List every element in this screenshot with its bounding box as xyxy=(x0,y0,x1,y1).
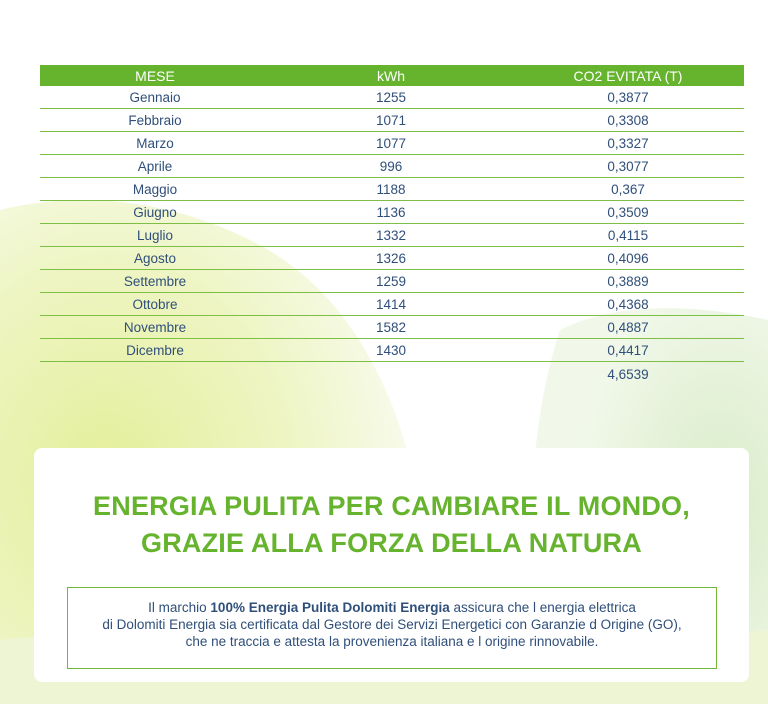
co2-cell: 0,3509 xyxy=(607,204,649,220)
note-prefix: Il marchio xyxy=(148,600,211,615)
certification-note xyxy=(67,587,717,669)
header-kwh: kWh xyxy=(377,67,405,84)
table-row xyxy=(40,86,744,109)
month-cell: Settembre xyxy=(123,273,187,289)
table-row xyxy=(40,339,744,362)
kwh-cell: 1430 xyxy=(375,342,407,358)
table-row xyxy=(40,132,744,155)
co2-cell: 0,3327 xyxy=(607,135,649,151)
total-row xyxy=(40,362,744,386)
table-row xyxy=(40,316,744,339)
kwh-cell: 1332 xyxy=(375,227,407,243)
note-line-3: che ne traccia e attesta la provenienza italiana e l origine rinnovabile. xyxy=(185,634,599,649)
note-line-2: di Dolomiti Energia sia certificata dal Gestore dei Servizi Energetici con Garanzie d Origine (GO), xyxy=(102,617,682,632)
co2-cell: 0,3889 xyxy=(607,273,649,289)
co2-cell: 0,4887 xyxy=(607,319,649,335)
table-row xyxy=(40,247,744,270)
kwh-cell: 1136 xyxy=(376,204,406,220)
headline-line-2: GRAZIE ALLA FORZA DELLA NATURA xyxy=(141,528,642,558)
table-row xyxy=(40,293,744,316)
info-card xyxy=(34,448,749,682)
table-row xyxy=(40,224,744,247)
kwh-cell: 1414 xyxy=(375,296,407,312)
kwh-cell: 1259 xyxy=(375,273,407,289)
kwh-cell: 1077 xyxy=(375,135,407,151)
co2-cell: 0,4096 xyxy=(607,250,649,266)
energy-table xyxy=(40,65,744,386)
header-co2: CO2 EVITATA (T) xyxy=(573,67,683,84)
kwh-cell: 996 xyxy=(379,158,403,174)
table-header xyxy=(40,65,744,86)
month-cell: Marzo xyxy=(136,135,174,151)
table-row xyxy=(40,270,744,293)
headline-line-1: ENERGIA PULITA PER CAMBIARE IL MONDO, xyxy=(93,491,690,521)
table-row xyxy=(40,178,744,201)
month-cell: Luglio xyxy=(136,227,174,243)
note-after-brand: assicura che l energia elettrica xyxy=(449,600,636,615)
kwh-cell: 1582 xyxy=(375,319,407,335)
kwh-cell: 1326 xyxy=(375,250,407,266)
month-cell: Maggio xyxy=(132,181,178,197)
co2-cell: 0,3077 xyxy=(607,158,649,174)
co2-cell: 0,4368 xyxy=(607,296,649,312)
month-cell: Agosto xyxy=(133,250,177,266)
month-cell: Aprile xyxy=(137,158,173,174)
brand-name: 100% Energia Pulita Dolomiti Energia xyxy=(210,600,450,615)
co2-cell: 0,367 xyxy=(611,181,645,197)
co2-cell: 0,3308 xyxy=(607,112,649,128)
table-row xyxy=(40,201,744,224)
note-line-1 xyxy=(68,599,716,616)
month-cell: Giugno xyxy=(133,204,177,220)
month-cell: Ottobre xyxy=(132,296,178,312)
table-row xyxy=(40,109,744,132)
kwh-cell: 1255 xyxy=(375,89,407,105)
headline xyxy=(34,488,749,562)
table-row xyxy=(40,155,744,178)
kwh-cell: 1188 xyxy=(376,181,406,197)
month-cell: Novembre xyxy=(123,319,187,335)
total-co2-value: 4,6539 xyxy=(607,366,649,382)
month-cell: Gennaio xyxy=(129,89,181,105)
kwh-cell: 1071 xyxy=(375,112,407,128)
header-month: MESE xyxy=(135,67,175,84)
co2-cell: 0,3877 xyxy=(607,89,649,105)
co2-cell: 0,4417 xyxy=(607,342,649,358)
month-cell: Dicembre xyxy=(126,342,184,358)
co2-cell: 0,4115 xyxy=(607,227,649,243)
month-cell: Febbraio xyxy=(128,112,182,128)
